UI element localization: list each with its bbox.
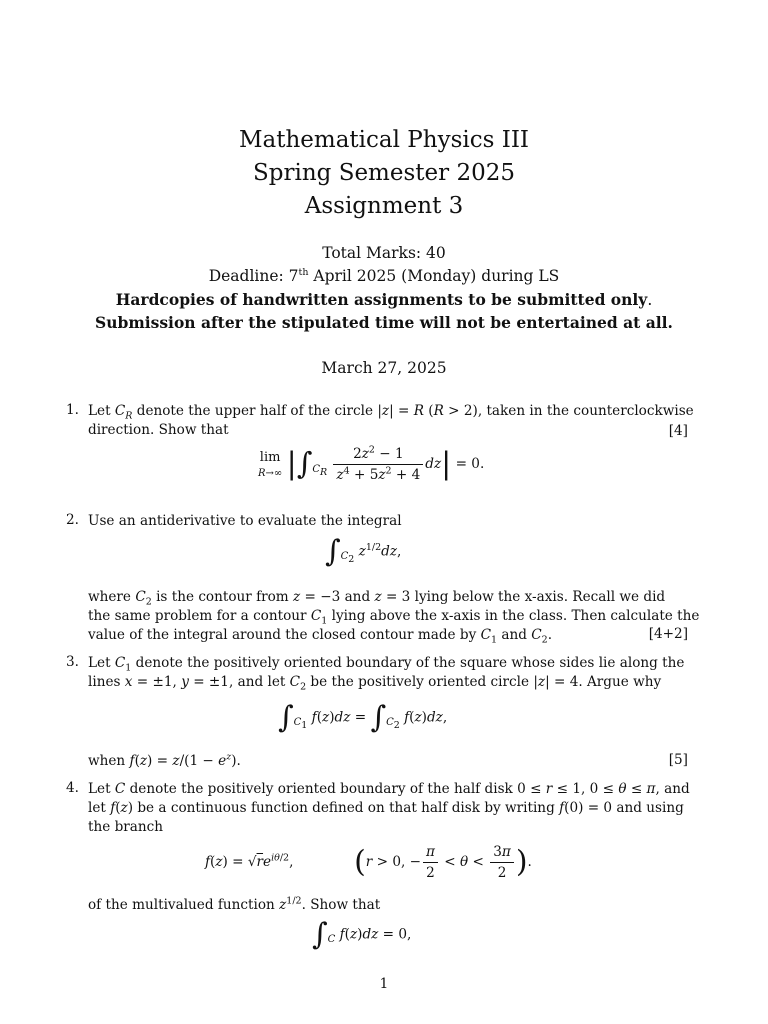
problem-4-text-line4: of the multivalued function $z^{1/2}$. Show that (88, 895, 381, 913)
assignment-title: Assignment 3 (304, 193, 464, 219)
problem-marks: [5] (668, 752, 688, 768)
problem-4-text: Let C denote the positively oriented boundary of the half disk 0 ≤ r ≤ 1, 0 ≤ θ ≤ π, and (88, 781, 690, 797)
problem-number: 4. (66, 780, 79, 796)
problem-marks: [4+2] (648, 626, 688, 642)
page-number: 1 (379, 976, 389, 992)
problem-4-equation: $f(z) = √re^{i\theta/2}$, (r > 0, − $\frac{\pi}{2}$ < θ < $\frac{3\pi}{2}$ ). (205, 844, 532, 881)
total-marks: Total Marks: 40 (322, 244, 446, 262)
problem-2-text-line3: the same problem for a contour $C_1$ lying above the x-axis in the class. Then calculate the (88, 608, 700, 627)
deadline: Deadline: 7th April 2025 (Monday) during LS (208, 266, 560, 285)
problem-4-text-line2: let f(z) be a continuous function defined on that half disk by writing f(0) = 0 and using (88, 800, 684, 816)
problem-2-text-line4: value of the integral around the closed contour made by $C_1$ and $C_2$. (88, 627, 553, 646)
problem-2-text: Use an antiderivative to evaluate the integral (88, 513, 402, 529)
problem-3-text: Let $C_1$ denote the positively oriented boundary of the square whose sides lie along the (88, 655, 685, 674)
problem-4-text-line3: the branch (88, 819, 164, 835)
problem-2-text-line2: where $C_2$ is the contour from z = −3 and z = 3 lying below the x-axis. Recall we did (88, 589, 666, 608)
problem-2-equation: $\int_{C_2}$ $z^{1/2}dz$, (325, 534, 402, 569)
problem-number: 1. (66, 402, 79, 418)
problem-1-text-line2: direction. Show that (88, 422, 229, 438)
problem-marks: [4] (668, 423, 688, 439)
submission-note: Hardcopies of handwritten assignments to be submitted only. (115, 290, 653, 309)
problem-number: 3. (66, 654, 79, 670)
semester-title: Spring Semester 2025 (253, 160, 515, 186)
course-title: Mathematical Physics III (238, 127, 529, 153)
problem-number: 2. (66, 512, 79, 528)
problem-3-text-line3: when $f(z) = z/(1 - e^z)$. (88, 751, 241, 769)
problem-1-equation: lim R→∞ $|\int_{C_R}$ $\frac{2z^2 - 1}{z^4 + 5z^2 + 4}$ dz| = 0. (258, 444, 485, 483)
document-date: March 27, 2025 (321, 359, 447, 377)
problem-3-text-line2: lines x = ±1, y = ±1, and let $C_2$ be the positively oriented circle |z| = 4. Argue why (88, 674, 662, 693)
problem-3-equation: $\int_{C_1}$ $f(z)dz = \int_{C_2}$ f(z)dz, (278, 700, 448, 735)
late-submission-note: Submission after the stipulated time will not be entertained at all. (95, 313, 673, 332)
problem-4-equation-2: $\int_C$ f(z)dz = 0, (312, 917, 412, 952)
problem-1-text: Let $C_R$ denote the upper half of the circle |z| = R (R > 2), taken in the counterclockwise (88, 403, 694, 422)
